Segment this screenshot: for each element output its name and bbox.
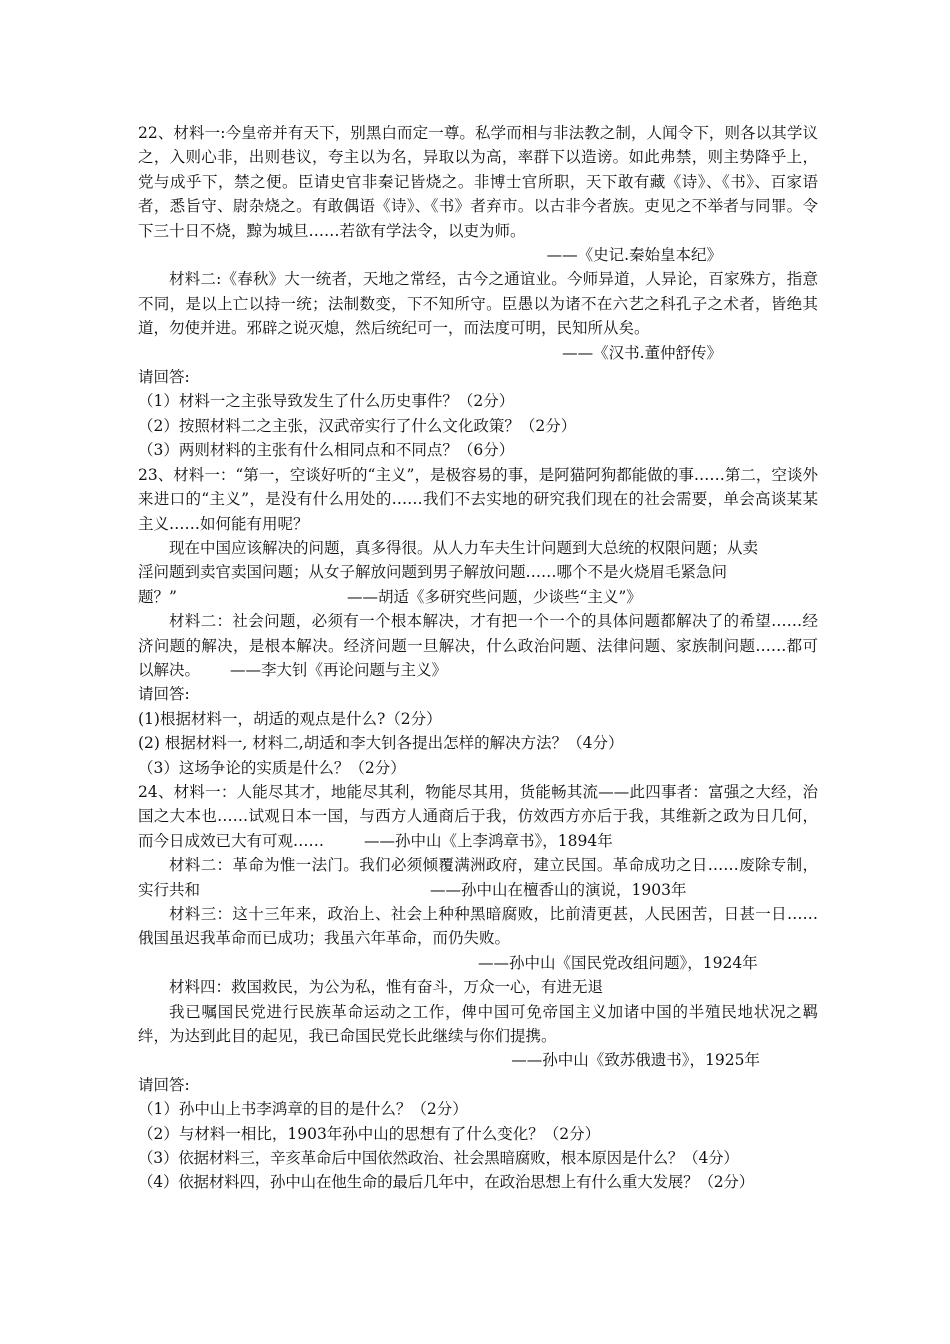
q24-question-4: （4）依据材料四，孙中山在他生命的最后几年中，在政治思想上有什么重大发展？（2分） [138,1173,755,1192]
q22-material-2-source: ——《汉书.董仲舒传》 [562,343,722,362]
question-24 [138,780,818,1195]
q24-material-4-title: 材料四：救国救民，为公为私，惟有奋斗，万众一心，有进无退 [169,978,604,997]
q23-material-1-cont-line-2: 淫问题到卖官卖国问题；从女子解放问题到男子解放问题……哪个不是火烧眉毛紧急问 [138,563,728,582]
q23-material-2-source: ——李大钊《再论问题与主义》 [230,660,448,679]
q24-question-3: （3）依据材料三，辛亥革命后中国依然政治、社会黑暗腐败，根本原因是什么？（4分） [138,1149,739,1168]
q23-material-2 [138,609,818,682]
q23-material-2-text: 材料二：社会问题，必须有一个根本解决，才有把一个一个的具体问题都解决了的希望……经济问题的解决，是根本解决。经济问题一旦解决，什么政治问题、法律问题、家族制问题……都可以解决。 [138,612,818,679]
q22-material-1-source: ——《史记.秦始皇本纪》 [546,246,722,265]
q23-material-1: 23、材料一：“第一，空谈好听的“主义”，是极容易的事，是阿猫阿狗都能做的事……第二，空谈外来进口的“主义”，是没有什么用处的……我们不去实地的研究我们现在的社会需要，单会高谈某某主义……如何能有用呢？ [138,465,818,533]
q24-material-4-body: 我已嘱国民党进行民族革命运动之工作，俾中国可免帝国主义加诸中国的半殖民地状况之羁绊，为达到此目的起见，我已命国民党长此继续与你们提携。 [138,1002,818,1046]
q24-question-1: （1）孙中山上书李鸿章的目的是什么？（2分） [138,1100,468,1119]
q24-material-3: 材料三：这十三年来，政治上、社会上种种黑暗腐败，比前清更甚，人民困苦，日甚一日……俄国虽迟我革命而已成功；我虽六年革命，而仍失败。 [138,905,818,948]
q23-question-3: （3）这场争论的实质是什么？（2分） [138,758,406,777]
q24-material-2-text: 材料二：革命为惟一法门。我们必须倾覆满洲政府，建立民国。革命成功之日……废除专制，实行共和 [138,856,818,899]
q24-material-3-source: ——孙中山《国民党改组问题》，1924年 [478,953,758,972]
q24-material-1-source: ——孙中山《上李鸿章书》，1894年 [364,831,613,850]
q22-question-2: （2）按照材料二之主张，汉武帝实行了什么文化政策？（2分） [138,416,577,435]
q24-material-2 [138,853,818,902]
q24-material-1 [138,780,818,853]
q24-material-2-source: ——孙中山在檀香山的演说，1903年 [430,880,687,899]
q24-ask-label: 请回答: [138,1075,190,1094]
q23-question-1: (1)根据材料一，胡适的观点是什么?（2分） [138,709,442,728]
q23-ask-label: 请回答: [138,685,190,704]
question-23 [138,463,818,780]
q23-material-1-cont-last [138,585,818,609]
q22-material-2: 材料二:《春秋》大一统者，天地之常经，古今之通谊业。今师异道，人异论，百家殊方，指意不同，是以上亡以持一统；法制数变，下不知所守。臣愚以为诸不在六艺之科孔子之术者，皆绝其道，勿使并进。邪辟之说灭熄，然后统纪可一，而法度可明，民知所从矣。 [138,270,818,338]
q23-question-2: (2) 根据材料一, 材料二,胡适和李大钊各提出怎样的解决方法？（4分） [138,734,624,753]
q23-material-1-source: ——胡适《多研究些问题，少谈些“主义”》 [346,587,642,606]
q22-question-3: （3）两则材料的主张有什么相同点和不同点？（6分） [138,441,515,460]
q22-ask-label: 请回答: [138,368,190,387]
exam-page [138,121,818,1195]
q24-material-4-source: ——孙中山《致苏俄遗书》，1925年 [511,1051,760,1070]
q23-material-1-last-text: 题？” [138,587,177,606]
q22-material-1: 22、材料一:今皇帝并有天下，别黑白而定一尊。私学而相与非法教之制，人闻令下，则各以其学议之，入则心非，出则巷议，夸主以为名，异取以为高，率群下以造谤。如此弗禁，则主势降乎上，党与成乎下，禁之便。臣请史官非秦记皆烧之。非博士官所职，天下敢有藏《诗》、《书》、百家语者，悉旨守、尉杂烧之。有敢偶语《诗》、《书》者弃市。以古非今者族。吏见之不举者与同罪。令下三十日不烧，黥为城旦……若欲有学法令，以吏为师。 [138,124,818,240]
question-22 [138,121,818,463]
q24-material-1-text: 24、材料一：人能尽其才，地能尽其利，物能尽其用，货能畅其流——此四事者：富强之大经，治国之大本也……试观日本一国，与西方人通商后于我，仿效西方亦后于我，其维新之政为日几何，而今日成效已大有可观…… [138,782,818,850]
q24-question-2: （2）与材料一相比，1903年孙中山的思想有了什么变化？（2分） [138,1124,601,1143]
q22-question-1: （1）材料一之主张导致发生了什么历史事件？（2分） [138,392,515,411]
q23-material-1-cont-line-1: 现在中国应该解决的问题，真多得很。从人力车夫生计问题到大总统的权限问题；从卖 [169,538,759,557]
